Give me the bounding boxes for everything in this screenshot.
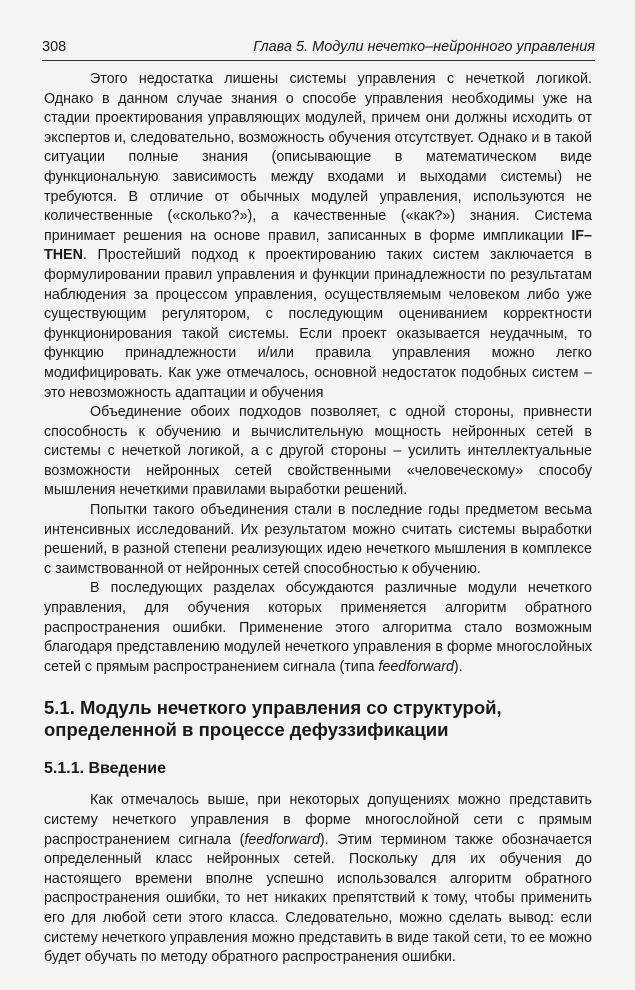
feedforward-term-2: feedforward <box>244 831 320 848</box>
paragraph-2: Объединение обоих подходов позволяет, с одной стороны, привнести способность к обучению и вычислительную мощность нейронных сетей в системы с нечеткой логикой, а с другой стороны – усилить интеллектуальные возможности нейронных сетей свойственными «человеческому» способу мышления нечеткими правилами выработки решений. <box>44 404 592 499</box>
subsection-heading: 5.1.1. Введение <box>44 760 167 778</box>
section-heading: 5.1. Модуль нечеткого управления со структурой, определенной в процессе дефуззификации <box>44 697 502 741</box>
chapter-title: Глава 5. Модули нечетко–нейронного управления <box>253 39 595 55</box>
if-then-term: IF–THEN <box>44 227 592 264</box>
running-header <box>42 38 595 61</box>
paragraph-4: В последующих разделах обсуждаются различные модули нечеткого управления, для обучения которых применяется алгоритм обратного распространения ошибки. Применение этого алгоритма стало возможным благодаря представлению модулей нечеткого управления в форме многослойных сетей с прямым распространением сигнала (типа feedforward). <box>44 580 592 675</box>
intro-paragraph: Как отмечалось выше, при некоторых допущениях можно представить систему нечеткого управления в форме многослойной сети с прямым распространением сигнала (feedforward). Этим термином также обозначается определенный класс нейронных сетей. Поскольку для их обучения до настоящего времени вполне успешно использовался алгоритм обратного распространения ошибки, то нет никаких препятствий к тому, чтобы применить его для любой сети этого класса. Следовательно, можно сделать вывод: если систему нечеткого управления можно представить в виде такой сети, то ее можно будет обучать по методу обратного распространения ошибки. <box>44 792 592 966</box>
paragraph-3: Попытки такого объединения стали в последние годы предметом весьма интенсивных исследований. Их результатом можно считать системы выработки решений, в разной степени реализующих идею нечеткого мышления в комплексе с заимствованной от нейронных сетей способностью к обучению. <box>44 502 592 577</box>
feedforward-term: feedforward <box>378 658 454 675</box>
page-body <box>44 70 592 968</box>
paragraph-1: Этого недостатка лишены системы управления с нечеткой логикой. Однако в данном случае знания о способе управления необходимы уже на стадии проектирования управляющих модулей, причем они должны исходить от экспертов и, следовательно, возможность обучения отсутствует. Однако и в такой ситуации полные знания (описывающие в математическом виде функциональную зависимость между входами и выходами системы) не требуются. В отличие от обычных модулей управления, используются не количественные («сколько?»), а качественные («как?») знания. Система принимает решения на основе правил, записанных в форме импликации IF–THEN. Простейший подход к проектированию таких систем заключается в формулировании правил управления и функции принадлежности по результатам наблюдения за процессом управления, осуществляемым человеком либо уже существующим регулятором, с последующим оцениванием корректности функционирования такой системы. Если проект оказывается неудачным, то функцию принадлежности и/или правила управления можно легко модифицировать. Как уже отмечалось, основной недостаток подобных систем – это невозможность адаптации и обучения <box>44 71 592 401</box>
page-number: 308 <box>42 39 67 55</box>
